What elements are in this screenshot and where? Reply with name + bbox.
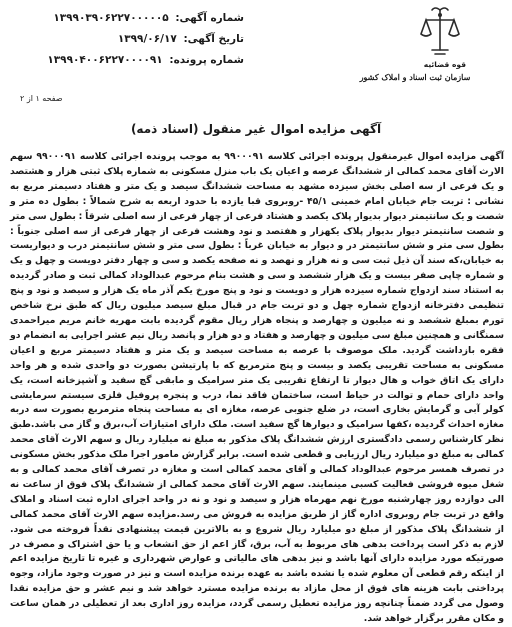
page-indicator: صفحه ۱ از ۲ <box>20 94 63 103</box>
org-line-1: قوه قضائیه <box>423 60 466 69</box>
case-number-row <box>8 8 244 29</box>
date-row <box>8 29 244 50</box>
header-meta <box>8 8 244 71</box>
case-number-value: ۱۳۹۹۰۳۹۰۶۲۲۷۰۰۰۰۰۵ <box>53 12 169 24</box>
file-number-value: ۱۳۹۹۰۴۰۰۶۲۲۷۰۰۰۰۹۱ <box>47 54 163 66</box>
file-number-row <box>8 50 244 71</box>
judiciary-emblem-icon <box>418 4 462 60</box>
case-number-label: شماره آگهی: <box>175 12 244 24</box>
date-label: تاریخ آگهی: <box>183 33 244 45</box>
notice-body <box>10 150 505 625</box>
page-title: آگهی مزایده اموال غیر منقول (اسناد ذمه) <box>130 122 382 136</box>
date-value: ۱۳۹۹/۰۶/۱۷ <box>117 33 177 45</box>
file-number-label: شماره پرونده: <box>169 54 244 66</box>
org-line-2: سازمان ثبت اسناد و املاک کشور <box>359 72 471 82</box>
body-paragraph: آگهی مزایده اموال غیرمنقول پرونده اجرائی کلاسه ۹۹۰۰۰۹۱ به موجب پرونده اجرائی کلاسه ۹۹۰۰۰۹۱ سهم الارث آقای محمد کمالی از ششدانگ عرصه و اعیان یک باب منزل مسکونی به شماره پلاک ثبتی هزار و هشتصد و یک فرعی از سه اصلی بخش سیزده مشهد به مساحت ششدانگ سیصد و یک متر و هفتاد دسیمتر مربع به نشانی : تربت جام خیابان امام خمینی ۴۵/۱ -روبروی قبا یازده با حدود اربعه به شرح شمالاً : بطول ده متر و شصت و یک سانتیمتر دیوار بدیوار پلاک یکصد و هشتاد فرعی از چهار فرعی از سه اصلی شرقاً : بطول سی متر و شصت سانتیمتر دیوار بدیوار پلاک یکهزار و هفتصد و نود وهشت فرعی از چهار فرعی از سه اصلی جنوباً : بطول سی متر و شش سانتیمتر در و دیوار به خیابان غرباً : بطول سی متر و شش سانتیمتر درب و دیواریست به خیابان،که سند آن ذیل ثبت سی و نه هزار و نهصد و نه صفحه یکصد و سی و چهار دفتر دویست و چهل و یک و شماره چاپی صفر بیست و یک هزار ششصد و سی و هشت بنام مرحوم عبدالوداد کمالی ثبت و صادر گردیده به استناد سند ازدواج شماره سیزده هزار و دویست و نود و پنج مورخ یکم آذر ماه یک هزار و سیصد و نود و پنج تنظیمی دفترخانه ازدواج شماره چهل و دو تربت جام در قبال مبلغ سیصد میلیون ریال که طبق نرخ شاخص تورم بمبلغ ششصد و نه میلیون و چهارصد و پنجاه هزار ریال مقوم گردیده بابت مهریه خانم مریم میراحمدی سمنگانی و همچنین مبلغ سی میلیون و چهارصد و هفتاد و دو هزار و پانصد ریال نیم عشر اجرایی به انضمام دو فقره بازداشت گردید. ملک موصوف با عرصه به مساحت سیصد و یک متر و هفتاد دسیمتر مربع و اعیان مسکونی به مساحت تقریبی یکصد و بیست و پنج مترمربع که با پارتیشن بصورت دو واحدی شده و هر واحد دارای یک اتاق خواب و هال دیوار تا ارتفاع تقریبی یک متر سرامیک و مابقی گچ سفید و آشپزخانه است، یک واحد دارای حمام و توالت در حیاط است، ساختمان فاقد نما، درب و پنجره پروفیل فلزی سیستم سرمایشی کولر آبی و گرمایش بخاری است، در ضلع جنوبی عرصه، مغازه ای به مساحت پنجاه مترمربع بصورت سه دربه مغازه احداث گردیده ،کفها سرامیک و دیوارها گچ سفید است. ملک دارای امتیازات آب،برق و گاز می باشد.طبق نظر کارشناس رسمی دادگستری ارزش ششدانگ پلاک مذکور به مبلغ نه میلیارد ریال و سهم الارث آقای محمد کمالی به مبلغ دو میلیارد ریال ارزیابی و قطعی شده است. برابر گزارش مامور اجرا ملک مذکور بخش مسکونی در تصرف همسر مرحوم عبدالوداد کمالی و آقای محمد کمالی است و مغازه در تصرف آقای محمد کمالی و به شغل میوه فروشی فعالیت کسبی مینمایند. سهم الارث آقای محمد کمالی از ششدانگ پلاک فوق از ساعت نه الی دوازده روز چهارشنبه مورخ نهم مهرماه هزار و سیصد و نود و نه در واحد اجرای اداره ثبت اسناد و املاک واقع در تربت جام روبروی اداره گاز از طریق مزایده به فروش می رسد.مزایده سهم الارث آقای محمد کمالی از ششدانگ پلاک مذکور از مبلغ دو میلیارد ریال شروع و به بالاترین قیمت پیشنهادی نقداً فروخته می شود. لازم به ذکر است پرداخت بدهی های مربوط به آب، برق، گاز اعم از حق انشعاب و یا حق اشتراک و مصرف در صورتیکه مورد مزایده دارای آنها باشد و نیز بدهی های مالیاتی و عوارض شهرداری و غیره تا تاریخ مزایده اعم از اینکه رقم قطعی آن معلوم شده یا نشده باشد به عهده برنده مزایده است و نیز در صورت وجود مازاد، وجوه پرداختی بابت هزینه های فوق از محل مازاد به برنده مزایده مسترد خواهد شد و نیم عشر و حق مزایده نقدا وصول می گردد ضمناً چنانچه روز مزایده تعطیل رسمی گردد، مزایده روز اداری بعد از تعطیلی در همان ساعت و مکان مقرر برگزار خواهد شد. <box>10 151 505 625</box>
